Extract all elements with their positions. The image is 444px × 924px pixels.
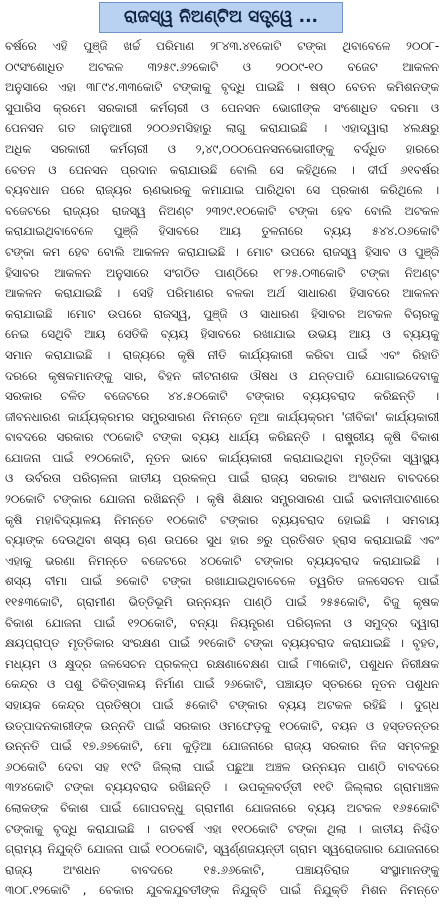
article-line: ସହାୟକ କେନ୍ଦ୍ର ପ୍ରତିଷ୍ଠା ପାଇଁ ୫କୋଟି ଟଙ୍କାର ବ୍ୟୟ ଅଟକଳ ରହିଛି । ଦୁଗ୍ଧ <box>5 698 439 712</box>
article-line: ଯୋଜନା ପାଇଁ ୧୨୦କୋଟି, ନୂତନ ଭାବେ କାର୍ଯ୍ୟକାରୀ କରାଯାଇଥିବା ମୃତ୍ତିକା ସ୍ୱାସ୍ଥ୍ୟ <box>5 450 439 465</box>
article-line: ଜୀବନଧାରଣ କାର୍ଯ୍ୟକ୍ରମର ସମ୍ପ୍ରସାରଣ ନିମନ୍ତେ ନୂଆ କାର୍ଯ୍ୟକ୍ରମ 'ଜୀବିକା' କାର୍ଯ୍ୟକାରୀ <box>5 409 439 424</box>
article-line: କେନ୍ଦ୍ର ଓ ପଶୁ ଚିକିତ୍ସାଳୟ ନିର୍ମାଣ ପାଇଁ ୨୬କୋଟି, ପଞ୍ଚାୟତ ସ୍ତରରେ ନୂତନ ପଶୁଧନ <box>5 677 439 692</box>
article-line: ବର୍ଷରେ ଏହି ପୁଞ୍ଜି ଖର୍ଚ୍ଚ ପରିମାଣ ୨୮୪୩.୪୧କୋଟି ଟଙ୍କା ଥିବାବେଳେ ୨୦୦୮- <box>5 39 439 53</box>
article-line: କୃଷି ମହାବିଦ୍ୟାଳୟ ନିମନ୍ତେ ୧୦କୋଟି ଟଙ୍କାର ବ୍ୟୟବରାଦ ହୋଇଛି । ସମବାୟ <box>5 512 439 527</box>
article-line: ବ୍ୟାଙ୍କ ଦେଉଥିବା ଶସ୍ୟ ଋଣ ଉପରେ ସୁଧ ହାର ୭ରୁ ପ୍ରତିଶତ ହ୍ରାସ କରାଯାଇଛି ଏବଂ <box>5 533 439 548</box>
article-line: ଲୋକଙ୍କ ବିକାଶ ପାଇଁ ଗୋପବନ୍ଧୁ ଗ୍ରାମୀଣ ଯୋଜନାରେ ବ୍ୟୟ ଅଟକଳ ୧୬୫କୋଟି <box>5 800 439 815</box>
article-line: ଉନ୍ନତି ପାଇଁ ୧୭.୬୭କୋଟି, ମୋ କୁଡ଼ିଆ ଯୋଜନାରେ ରାଜ୍ୟ ସରକାର ନିଜ ସମ୍ବଳରୁ <box>5 739 439 754</box>
article-line: ସୁପାରିସ କ୍ରମେ ସରକାରୀ କର୍ମଚାରୀ ଓ ପେନସନ ଭୋଗୀଙ୍କ ସଂଶୋଧିତ ଦରମା ଓ <box>5 100 439 115</box>
article-line: ବିକାଶ ଯୋଜନା ପାଇଁ ୧୨୦କୋଟି, ବନ୍ୟା ନିୟନ୍ତ୍ରଣ ପରିଚାଳନା ଓ ସମୁଦ୍ର ଦ୍ୱାରା <box>5 615 439 630</box>
headline: ରାଜସ୍ୱ ନିଅଣ୍ଟିଅ ସତ୍ତ୍ୱେ ... <box>123 7 319 27</box>
article-line: ନେଇ ସେଥିବି ଆୟ ସେତିକି ବ୍ୟୟ ହିସାବରେ ରଖାଯାଇ ଉଭୟ ଆୟ ଓ ବ୍ୟୟକୁ <box>5 327 439 342</box>
article-body <box>5 36 439 922</box>
article-line: ୬୦କୋଟି ଦେବା ସହ ୧୯ଟି ଜିଲ୍ଲା ପାଇଁ ପଛୁଆ ଅଞ୍ଚଳ ଉନ୍ନୟନ ପାଣ୍ଠି ବାବଦରେ <box>5 759 439 774</box>
article-line: ମଧ୍ୟମ ଓ କ୍ଷୁଦ୍ର ଜଳସେଚନ ପ୍ରକଳ୍ପ ରକ୍ଷଣାବେକ୍ଷଣ ପାଇଁ ୮୩କୋଟି, ପଶୁଧନ ନିରୀକ୍ଷକ <box>5 656 439 671</box>
article-line: ୦୯ସଂଶୋଧିତ ଅଟକଳ ୩୨୫୯.୬୨କୋଟି ଓ ୨୦୦୯-୧୦ ବଜେଟ ଆକଳନ <box>5 59 439 74</box>
article-line: ସରକାର ଚଳିତ ବଜେଟରେ ୪୪.୫୦କୋଟି ଟଙ୍କାର ବ୍ୟୟବରାଦ କରିଛନ୍ତି । <box>5 389 439 404</box>
article-line: କରାଯାଇଥିବାବେଳେ ପୁଞ୍ଜି ହିସାବରେ ଆୟ ତୁଳନାରେ ବ୍ୟୟ ୫୪୪.୦୬କୋଟି <box>5 224 439 239</box>
article-line: କରାଯାଇଛି ।ମୋଟ ଉପରେ ରାଜସ୍ୱ, ପୁଞ୍ଜି ଓ ସାଧାରଣ ହିସାବର ଅଟକଳ ବିଚାରକୁ <box>5 306 439 321</box>
article-line: ବାବଦରେ ସରକାର ୯୦କୋଟି ଟଙ୍କା ବ୍ୟୟ ଧାର୍ଯ୍ୟ କରିଛନ୍ତି । ରାଷ୍ଟ୍ରୀୟ କୃଷି ବିକାଶ <box>5 430 439 445</box>
article-line: ଟଙ୍କାକୁ ବୃଦ୍ଧି କରାଯାଇଛି । ଗତବର୍ଷ ଏହା ୧୧୦କୋଟି ଟଙ୍କା ଥିଲା । ଜାତୀୟ ନିଶ୍ଚିତ <box>5 821 439 836</box>
article-line: ଗ୍ରାମ୍ୟ ନିଯୁକ୍ତି ଯୋଜନା ପାଇଁ ୧୦୦କୋଟି, ସ୍ୱର୍ଣ୍ଣଜୟନ୍ତୀ ଗ୍ରାମ ସ୍ୱରୋଜଗାର ଯୋଜନାରେ <box>5 842 439 857</box>
article-line: ଦରରେ କୃଷକମାନଙ୍କୁ ସାର, ବିହନ କୀଟନାଶକ ଔଷଧ ଓ ଯନ୍ତପାତି ଯୋଗାଇଦେବାକୁ <box>5 368 439 383</box>
article-line: କ୍ଷୟପ୍ରାପ୍ତ ମୃତ୍ତିକାର ସଂରକ୍ଷଣ ପାଇଁ ୨୧କୋଟି ଟଙ୍କା ବ୍ୟୟବରାଦ କରାଯାଇଛି । ବୃହତ, <box>5 636 439 651</box>
article-line: ଅଧିକ ସରକାରୀ କର୍ମଚାରୀ ଓ ୨,୪୯,୦୦୦ପେନସନଭୋଗୀଙ୍କୁ ବର୍ଦ୍ଧିତ ହାରରେ <box>5 141 439 156</box>
article-line: ହିସାବର ଆକଳନ ଅନୁସାରେ ସଂଗଠିତ ପାଣ୍ଠିରେ ୧୮୨୫.୦୩କୋଟି ଟଙ୍କା ନିଅଣ୍ଟ <box>5 265 439 280</box>
article-line: ଟଙ୍କା କମ ହେବ ବୋଲି ଆକଳନ କରାଯାଇଛି । ମୋଟ ଉପରେ ରାଜସ୍ୱ ହିସାବ ଓ ପୁଞ୍ଜି <box>5 244 439 259</box>
article-line: ଉତ୍ପାଦନକାରୀଙ୍କ ଉନ୍ନତି ପାଇଁ ସରକାର ଓମଫେଡ଼କୁ ୧୦କୋଟି, ବୟନ ଓ ହସ୍ତତନ୍ତର <box>5 718 439 733</box>
article-line: ଶସ୍ୟ ବୀମା ପାଇଁ ୭କୋଟି ଟଙ୍କା ରଖାଯାଇଥିବାବେଳେ ତ୍ୱରିତ ଜଳସେଚନ ପାଇଁ <box>5 574 439 589</box>
article-line: ପେନସନ ଗତ ଜାନୁଆରୀ ୨୦୦୬ମସିହାରୁ ଲାଗୁ କରାଯାଇଛି । ଏହାଦ୍ୱାରା ୪ଲକ୍ଷରୁ <box>5 121 439 136</box>
article-line: ୧୧୫୩କୋଟି, ଗ୍ରାମୀଣ ଭିତ୍ତିଭୂମି ଉନ୍ନୟନ ପାଣ୍ଠି ପାଇଁ ୨୫୫କୋଟି, ବିଜୁ କୃଷକ <box>5 595 439 610</box>
article-line <box>5 901 439 922</box>
article-line: ବଜେଟରେ ରାଜ୍ୟର ରାଜସ୍ୱ ନିଅଣ୍ଟ ୨୩୨୯.୧୦କୋଟି ଟଙ୍କା ହେବ ବୋଲି ଅଟକଳ <box>5 203 439 218</box>
article-line: ଓ ଉର୍ବରତା ପରିଚାଳନା ଜାତୀୟ ପ୍ରକଳ୍ପ ପାଇଁ ରାଜ୍ୟ ସରକାର ଅଂଶଧନ ବାବଦରେ <box>5 471 439 486</box>
article-line: ୩୨୪କୋଟି ଟଙ୍କା ବ୍ୟୟବରାଦ ରଖିଛନ୍ତି । ଉପକୂଳବର୍ତ୍ତୀ ୧୧ଟି ଜିଲ୍ଲାର ଗ୍ରାମାଞ୍ଚଳ <box>5 780 439 795</box>
article-line: ସମାନ କରାଯାଇଛି । ରାଜ୍ୟରେ କୃଷି ନୀତି କାର୍ଯ୍ୟକାରୀ କରିବା ପାଇଁ ଏବଂ ରିହାତି <box>5 347 439 362</box>
article-line: ରାଜ୍ୟ ଅଂଶଧନ ବାବଦରେ ୧୫.୬୬କୋଟି, ପଞ୍ଚାୟତିରାଜ ସଂସ୍ଥାମାନଙ୍କୁ <box>5 862 439 877</box>
article-line: ଆକଳନ କରାଯାଇଛି । ସେହି ପରିମାଣର ବଳକା ଅର୍ଥ ସାଧାରଣ ହିସାବରେ ଆକଳନ <box>5 286 439 301</box>
article-line: ୨୦କୋଟି ଟଙ୍କାର ଯୋଜନା ରଖିଛନ୍ତି । କୃଷି ଶିକ୍ଷାର ସମ୍ପ୍ରସାରଣ ପାଇଁ ଭବାନୀପାଟଣାରେ <box>5 492 439 507</box>
article-line: ଅନୁସାରେ ଏହା ୩୮୯୪.୩୩କୋଟି ଟଙ୍କାକୁ ବୃଦ୍ଧି ପାଇଛି । ଷଷ୍ଠ ବେତନ କମିଶନଙ୍କ <box>5 80 439 95</box>
article-line: ବ୍ୟବଧାନ ପରେ ରାଜ୍ୟର ଋଣଭାରକୁ କମାଯାଇ ପାରିଥିବା ସେ ପ୍ରକାଶ କରିଥିଲେ । <box>5 183 439 198</box>
headline-banner <box>99 2 343 33</box>
article-line: ବେତନ ଓ ପେନସନ ପ୍ରଦାନ କରାଯାଉଛି ବୋଲି ସେ କହିଥିଲେ । ଦୀର୍ଘ ୬୧ବର୍ଷର <box>5 162 439 177</box>
article-line: ୩୦୮.୧୨କୋଟି , ବେକାର ଯୁବକଯୁବତୀଙ୍କ ନିଯୁକ୍ତି ପାଇଁ ନିଯୁକ୍ତି ମିଶନ ନିମନ୍ତେ <box>5 883 439 898</box>
article-line: ଏହାକୁ ଭରଣା ନିମନ୍ତେ ବଜେଟରେ ୪୦କୋଟି ଟଙ୍କାର ବ୍ୟୟବରାଦ କରାଯାଇଛି । <box>5 553 439 568</box>
